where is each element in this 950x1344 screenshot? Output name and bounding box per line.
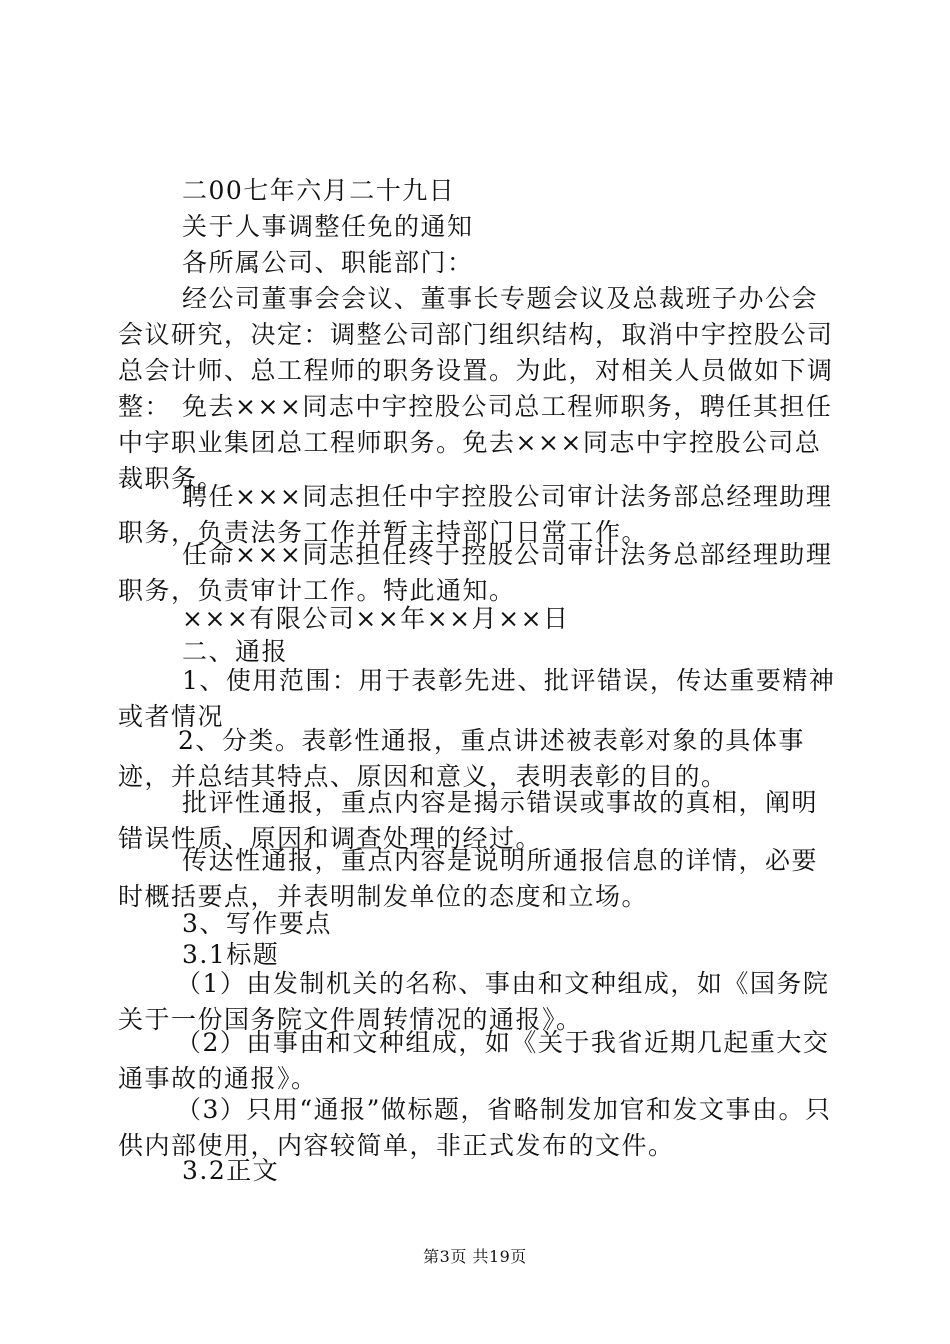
- date-line: 二00七年六月二十九日: [182, 176, 456, 205]
- notice-title: 关于人事调整任免的通知: [182, 212, 474, 241]
- body-paragraph: 任命×××同志担任终于控股公司审计法务总部经理助理职务，负责审计工作。特此通知。: [118, 540, 833, 605]
- body-paragraph: （1）由发制机关的名称、事由和文种组成，如《国务院关于一份国务院文件周转情况的通报》。: [118, 969, 830, 1034]
- body-paragraph: 1、使用范围：用于表彰先进、批评错误，传达重要精神或者情况: [118, 666, 836, 731]
- subsection-heading: 3.2正文: [182, 1156, 280, 1185]
- body-paragraph: （2）由事由和文种组成，如《关于我省近期几起重大交通事故的通报》。: [118, 1028, 830, 1093]
- body-paragraph: 免去×××同志中宇控股公司总工程师职务，聘任其担任中宇职业集团总工程师职务。免去×××同志中宇控股公司总裁职务。: [118, 392, 833, 493]
- body-paragraph: 批评性通报，重点内容是揭示错误或事故的真相，阐明错误性质、原因和调查处理的经过。: [118, 788, 819, 853]
- body-paragraph: 聘任×××同志担任中宇控股公司审计法务部总经理助理职务，负责法务工作并暂主持部门日常工作。: [118, 482, 833, 547]
- body-paragraph: 传达性通报，重点内容是说明所通报信息的详情，必要时概括要点，并表明制发单位的态度和立场。: [118, 846, 819, 911]
- section-heading: 二、通报: [182, 637, 289, 666]
- subsection-heading: 3、写作要点: [182, 909, 332, 938]
- signature-line: ×××有限公司××年××月××日: [182, 604, 570, 633]
- body-paragraph: 2、分类。表彰性通报，重点讲述被表彰对象的具体事迹，并总结其特点、原因和意义，表明表彰的目的。: [118, 726, 805, 791]
- subsection-heading: 3.1标题: [182, 940, 280, 969]
- salutation: 各所属公司、职能部门：: [182, 248, 474, 277]
- body-paragraph: （3）只用“通报”做标题，省略制发加官和发文事由。只供内部使用，内容较简单，非正式发布的文件。: [118, 1095, 832, 1160]
- page-number-footer: 第3页 共19页: [423, 1247, 527, 1266]
- body-paragraph: 经公司董事会会议、董事长专题会议及总裁班子办公会会议研究，决定：调整公司部门组织结构，取消中宇控股公司总会计师、总工程师的职务设置。为此，对相关人员做如下调整：: [118, 284, 834, 421]
